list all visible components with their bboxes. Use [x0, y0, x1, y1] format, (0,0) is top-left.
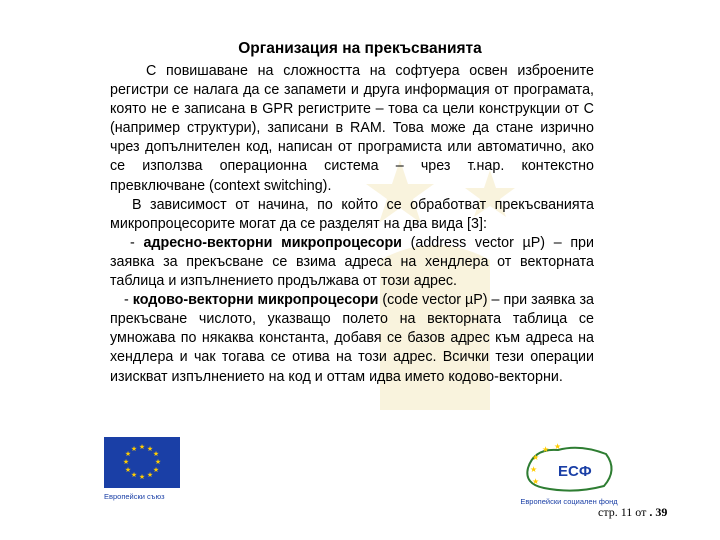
paragraph-context-saving: С повишаване на сложността на софтуера освен изброените регистри се налага да се запамети и друга информация от програмата, която не е записана в GPR регистрите – това са цели конструкции от С (например структури), записани в RAM. Това може да стане изрично чрез допълнителен код, написан от програмиста или автоматично, ако се използва операционна система – чрез т.нар. контекстно превключване (context switching).	[110, 63, 594, 194]
svg-text:★: ★	[130, 471, 138, 479]
svg-text:★: ★	[146, 445, 154, 453]
svg-text:★: ★	[146, 471, 154, 479]
svg-text:★: ★	[532, 453, 540, 462]
svg-text:★: ★	[152, 450, 160, 458]
svg-text:★: ★	[124, 466, 132, 474]
svg-text:★: ★	[130, 445, 138, 453]
svg-text:★: ★	[122, 458, 130, 466]
address-vector-description: (address vector µP) – при заявка за прекъсване се взима адреса на хендлера от векторната таблица и изпълнението продължава от този адрес.	[110, 234, 594, 290]
bullet-prefix: -	[130, 234, 144, 251]
svg-text:★: ★	[124, 450, 132, 458]
paragraph-code-vector	[110, 291, 594, 386]
page-title: Организация на прекъсванията	[238, 40, 482, 57]
paragraph-address-vector	[110, 234, 594, 291]
code-vector-description: (code vector µP) – при заявка за прекъсване числото, указващо полето на векторната таблица се умножава по някаква константа, добавя се базов адрес към адреса на хендлера и чак тогава се отива на този адрес. Всички тези операции изискват изпълнението на код и оттам идва името кодово-векторни.	[110, 292, 594, 385]
main-text	[110, 62, 594, 387]
page-number	[598, 505, 667, 520]
page-number-total: . 39	[649, 505, 668, 519]
svg-text:★: ★	[542, 445, 550, 454]
eu-logo-caption: Европейски съюз	[104, 492, 165, 501]
esf-logo-caption: Европейски социален фонд	[520, 497, 618, 506]
svg-text:★: ★	[152, 466, 160, 474]
esf-logo	[514, 440, 624, 510]
term-address-vector: адресно-векторни микропроцесори	[143, 234, 402, 251]
bullet-prefix: -	[124, 292, 133, 309]
eu-flag-icon	[104, 437, 180, 488]
svg-text:★: ★	[554, 442, 562, 451]
term-code-vector: кодово-векторни микропроцесори	[132, 292, 379, 309]
svg-text:★: ★	[154, 458, 162, 466]
esf-emblem-icon	[514, 440, 624, 496]
svg-text:★: ★	[530, 465, 538, 474]
page-number-prefix: стр. 11 от	[598, 505, 650, 519]
eu-logo	[104, 437, 184, 501]
paragraph-classification: В зависимост от начина, по който се обработват прекъсванията микропроцесорите могат да се разделят на два вида [3]:	[110, 196, 594, 232]
svg-text:★: ★	[138, 443, 146, 451]
esf-name: ЕСФ	[558, 463, 592, 480]
svg-text:★: ★	[138, 473, 146, 481]
svg-text:★: ★	[532, 477, 540, 486]
